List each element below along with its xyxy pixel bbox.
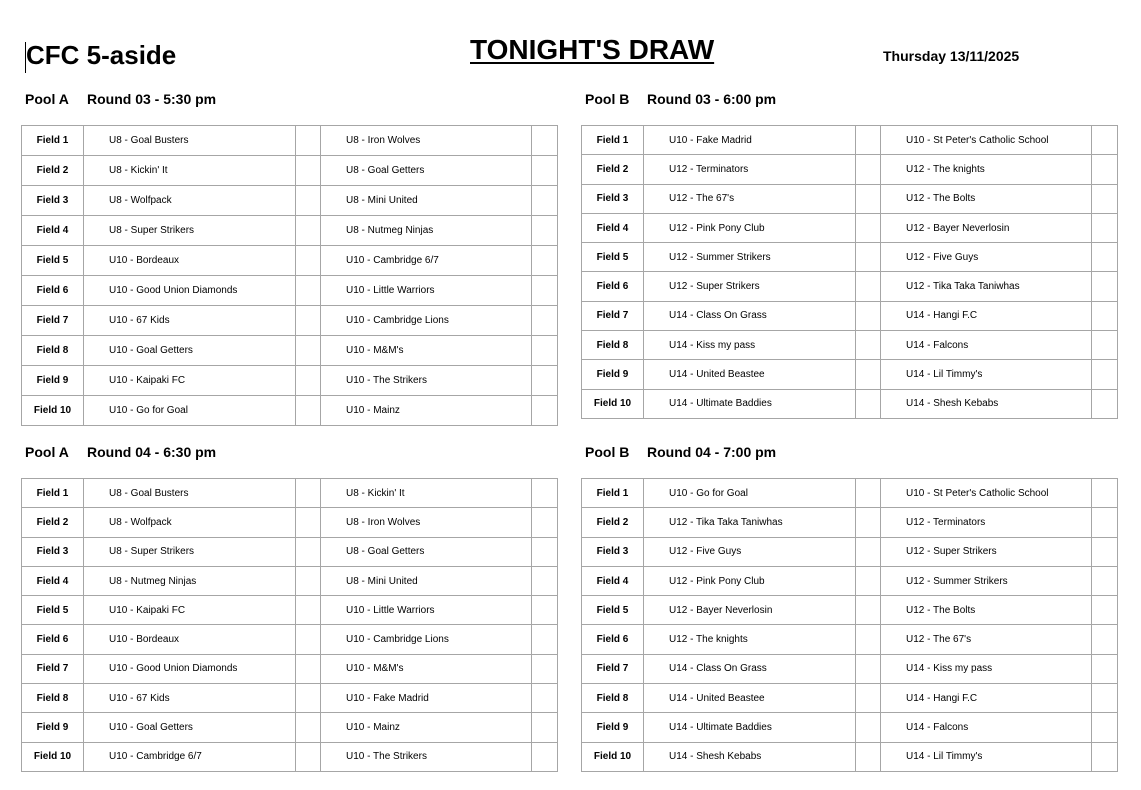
home-team: U10 - Goal Getters bbox=[84, 336, 296, 366]
away-score-cell bbox=[532, 684, 558, 713]
field-label: Field 10 bbox=[582, 389, 644, 418]
away-team: U12 - Summer Strikers bbox=[881, 566, 1092, 595]
home-team: U14 - Class On Grass bbox=[644, 301, 856, 330]
away-team: U10 - Cambridge Lions bbox=[321, 306, 532, 336]
home-score-cell bbox=[296, 684, 321, 713]
home-team: U8 - Goal Busters bbox=[84, 126, 296, 156]
match-row bbox=[582, 243, 1118, 272]
home-score-cell bbox=[856, 389, 881, 418]
home-team: U10 - Goal Getters bbox=[84, 713, 296, 742]
away-team: U10 - M&M's bbox=[321, 336, 532, 366]
home-team: U14 - Ultimate Baddies bbox=[644, 389, 856, 418]
home-team: U10 - Kaipaki FC bbox=[84, 596, 296, 625]
event-date: Thursday 13/11/2025 bbox=[883, 48, 1020, 64]
home-score-cell bbox=[856, 213, 881, 242]
away-score-cell bbox=[1092, 331, 1118, 360]
home-team: U14 - Kiss my pass bbox=[644, 331, 856, 360]
home-team: U12 - Tika Taka Taniwhas bbox=[644, 508, 856, 537]
away-team: U12 - The Bolts bbox=[881, 596, 1092, 625]
draw-table bbox=[21, 125, 558, 426]
away-team: U12 - Five Guys bbox=[881, 243, 1092, 272]
match-row bbox=[582, 155, 1118, 184]
field-label: Field 6 bbox=[582, 625, 644, 654]
away-score-cell bbox=[1092, 126, 1118, 155]
field-label: Field 2 bbox=[582, 508, 644, 537]
away-score-cell bbox=[1092, 742, 1118, 771]
home-score-cell bbox=[856, 155, 881, 184]
home-team: U10 - Bordeaux bbox=[84, 625, 296, 654]
home-team: U10 - Bordeaux bbox=[84, 246, 296, 276]
home-team: U14 - United Beastee bbox=[644, 360, 856, 389]
match-row bbox=[22, 508, 558, 537]
away-team: U14 - Lil Timmy's bbox=[881, 360, 1092, 389]
match-row bbox=[22, 396, 558, 426]
home-team: U12 - Terminators bbox=[644, 155, 856, 184]
away-team: U10 - St Peter's Catholic School bbox=[881, 479, 1092, 508]
away-team: U10 - The Strikers bbox=[321, 742, 532, 771]
match-row bbox=[582, 508, 1118, 537]
home-score-cell bbox=[856, 742, 881, 771]
home-team: U12 - Super Strikers bbox=[644, 272, 856, 301]
field-label: Field 9 bbox=[582, 360, 644, 389]
field-label: Field 1 bbox=[582, 479, 644, 508]
match-row bbox=[582, 654, 1118, 683]
match-row bbox=[22, 336, 558, 366]
home-team: U8 - Wolfpack bbox=[84, 186, 296, 216]
away-team: U10 - Mainz bbox=[321, 713, 532, 742]
home-team: U14 - Class On Grass bbox=[644, 654, 856, 683]
match-row bbox=[582, 331, 1118, 360]
section-heading bbox=[585, 91, 776, 107]
pool-label: Pool B bbox=[585, 91, 630, 107]
away-team: U10 - Mainz bbox=[321, 396, 532, 426]
away-team: U8 - Nutmeg Ninjas bbox=[321, 216, 532, 246]
away-score-cell bbox=[532, 366, 558, 396]
home-score-cell bbox=[296, 396, 321, 426]
home-team: U12 - Five Guys bbox=[644, 537, 856, 566]
away-team: U10 - Cambridge Lions bbox=[321, 625, 532, 654]
away-score-cell bbox=[532, 479, 558, 508]
match-row bbox=[582, 625, 1118, 654]
away-team: U12 - Super Strikers bbox=[881, 537, 1092, 566]
match-row bbox=[22, 684, 558, 713]
home-score-cell bbox=[296, 186, 321, 216]
away-score-cell bbox=[1092, 184, 1118, 213]
away-score-cell bbox=[1092, 684, 1118, 713]
away-score-cell bbox=[532, 396, 558, 426]
home-score-cell bbox=[856, 684, 881, 713]
home-team: U8 - Nutmeg Ninjas bbox=[84, 566, 296, 595]
away-team: U10 - St Peter's Catholic School bbox=[881, 126, 1092, 155]
field-label: Field 2 bbox=[22, 156, 84, 186]
field-label: Field 6 bbox=[22, 625, 84, 654]
home-team: U10 - Good Union Diamonds bbox=[84, 276, 296, 306]
field-label: Field 7 bbox=[582, 654, 644, 683]
field-label: Field 5 bbox=[22, 246, 84, 276]
home-score-cell bbox=[296, 306, 321, 336]
match-row bbox=[22, 596, 558, 625]
home-score-cell bbox=[296, 537, 321, 566]
match-row bbox=[22, 713, 558, 742]
field-label: Field 5 bbox=[582, 596, 644, 625]
draw-table bbox=[581, 125, 1118, 419]
away-score-cell bbox=[532, 625, 558, 654]
away-score-cell bbox=[532, 276, 558, 306]
home-score-cell bbox=[856, 713, 881, 742]
away-team: U14 - Kiss my pass bbox=[881, 654, 1092, 683]
away-team: U14 - Shesh Kebabs bbox=[881, 389, 1092, 418]
match-row bbox=[582, 684, 1118, 713]
home-score-cell bbox=[856, 654, 881, 683]
away-team: U8 - Goal Getters bbox=[321, 156, 532, 186]
field-label: Field 4 bbox=[582, 566, 644, 595]
home-score-cell bbox=[296, 654, 321, 683]
away-score-cell bbox=[532, 537, 558, 566]
match-row bbox=[582, 213, 1118, 242]
away-team: U10 - Fake Madrid bbox=[321, 684, 532, 713]
match-row bbox=[582, 537, 1118, 566]
away-team: U10 - Little Warriors bbox=[321, 276, 532, 306]
away-score-cell bbox=[1092, 654, 1118, 683]
away-score-cell bbox=[1092, 155, 1118, 184]
away-score-cell bbox=[532, 246, 558, 276]
round-label: Round 04 - 6:30 pm bbox=[87, 444, 217, 460]
home-team: U10 - Kaipaki FC bbox=[84, 366, 296, 396]
away-score-cell bbox=[532, 566, 558, 595]
home-score-cell bbox=[296, 156, 321, 186]
home-team: U12 - Pink Pony Club bbox=[644, 566, 856, 595]
home-team: U8 - Super Strikers bbox=[84, 537, 296, 566]
home-score-cell bbox=[856, 625, 881, 654]
away-team: U8 - Mini United bbox=[321, 186, 532, 216]
home-score-cell bbox=[296, 479, 321, 508]
away-team: U8 - Kickin' It bbox=[321, 479, 532, 508]
away-team: U14 - Falcons bbox=[881, 331, 1092, 360]
field-label: Field 6 bbox=[582, 272, 644, 301]
away-team: U14 - Lil Timmy's bbox=[881, 742, 1092, 771]
home-team: U10 - 67 Kids bbox=[84, 306, 296, 336]
match-row bbox=[22, 156, 558, 186]
field-label: Field 7 bbox=[22, 306, 84, 336]
match-row bbox=[582, 596, 1118, 625]
home-score-cell bbox=[296, 126, 321, 156]
match-row bbox=[22, 246, 558, 276]
away-score-cell bbox=[1092, 625, 1118, 654]
away-team: U10 - Little Warriors bbox=[321, 596, 532, 625]
away-score-cell bbox=[1092, 360, 1118, 389]
match-row bbox=[22, 276, 558, 306]
away-team: U10 - Cambridge 6/7 bbox=[321, 246, 532, 276]
match-row bbox=[22, 742, 558, 771]
home-team: U14 - Shesh Kebabs bbox=[644, 742, 856, 771]
home-score-cell bbox=[296, 366, 321, 396]
home-score-cell bbox=[296, 216, 321, 246]
home-score-cell bbox=[856, 184, 881, 213]
away-team: U14 - Falcons bbox=[881, 713, 1092, 742]
pool-label: Pool A bbox=[25, 444, 69, 460]
section-heading bbox=[25, 444, 216, 460]
away-score-cell bbox=[1092, 479, 1118, 508]
away-score-cell bbox=[1092, 537, 1118, 566]
home-team: U12 - Pink Pony Club bbox=[644, 213, 856, 242]
field-label: Field 2 bbox=[22, 508, 84, 537]
match-row bbox=[582, 742, 1118, 771]
field-label: Field 2 bbox=[582, 155, 644, 184]
section-heading bbox=[25, 91, 216, 107]
home-score-cell bbox=[296, 625, 321, 654]
home-score-cell bbox=[856, 479, 881, 508]
draw-table bbox=[21, 478, 558, 772]
field-label: Field 9 bbox=[22, 366, 84, 396]
pool-label: Pool B bbox=[585, 444, 630, 460]
away-score-cell bbox=[1092, 566, 1118, 595]
pool-label: Pool A bbox=[25, 91, 69, 107]
home-team: U8 - Kickin' It bbox=[84, 156, 296, 186]
match-row bbox=[582, 301, 1118, 330]
home-score-cell bbox=[856, 243, 881, 272]
field-label: Field 7 bbox=[22, 654, 84, 683]
away-score-cell bbox=[532, 216, 558, 246]
home-score-cell bbox=[856, 126, 881, 155]
home-score-cell bbox=[296, 566, 321, 595]
away-score-cell bbox=[532, 306, 558, 336]
match-row bbox=[582, 713, 1118, 742]
field-label: Field 4 bbox=[22, 566, 84, 595]
away-score-cell bbox=[1092, 272, 1118, 301]
away-score-cell bbox=[1092, 213, 1118, 242]
home-team: U14 - Ultimate Baddies bbox=[644, 713, 856, 742]
home-score-cell bbox=[856, 301, 881, 330]
home-score-cell bbox=[296, 276, 321, 306]
match-row bbox=[582, 272, 1118, 301]
match-row bbox=[22, 126, 558, 156]
home-score-cell bbox=[856, 272, 881, 301]
away-score-cell bbox=[1092, 596, 1118, 625]
home-team: U10 - Cambridge 6/7 bbox=[84, 742, 296, 771]
home-team: U8 - Super Strikers bbox=[84, 216, 296, 246]
away-team: U12 - The Bolts bbox=[881, 184, 1092, 213]
field-label: Field 9 bbox=[582, 713, 644, 742]
home-score-cell bbox=[856, 331, 881, 360]
field-label: Field 1 bbox=[22, 479, 84, 508]
match-row bbox=[582, 389, 1118, 418]
field-label: Field 8 bbox=[582, 331, 644, 360]
match-row bbox=[22, 216, 558, 246]
away-score-cell bbox=[532, 126, 558, 156]
away-score-cell bbox=[532, 156, 558, 186]
field-label: Field 10 bbox=[22, 396, 84, 426]
round-label: Round 03 - 5:30 pm bbox=[87, 91, 217, 107]
match-row bbox=[22, 366, 558, 396]
field-label: Field 10 bbox=[22, 742, 84, 771]
home-team: U12 - Bayer Neverlosin bbox=[644, 596, 856, 625]
home-score-cell bbox=[856, 508, 881, 537]
home-team: U10 - Good Union Diamonds bbox=[84, 654, 296, 683]
away-team: U12 - Bayer Neverlosin bbox=[881, 213, 1092, 242]
field-label: Field 3 bbox=[22, 186, 84, 216]
away-team: U12 - Tika Taka Taniwhas bbox=[881, 272, 1092, 301]
home-score-cell bbox=[296, 246, 321, 276]
field-label: Field 3 bbox=[582, 184, 644, 213]
match-row bbox=[22, 625, 558, 654]
field-label: Field 9 bbox=[22, 713, 84, 742]
away-team: U8 - Mini United bbox=[321, 566, 532, 595]
section-heading bbox=[585, 444, 776, 460]
away-score-cell bbox=[532, 742, 558, 771]
away-team: U12 - The knights bbox=[881, 155, 1092, 184]
match-row bbox=[22, 654, 558, 683]
field-label: Field 6 bbox=[22, 276, 84, 306]
home-team: U10 - 67 Kids bbox=[84, 684, 296, 713]
away-team: U12 - Terminators bbox=[881, 508, 1092, 537]
match-row bbox=[22, 186, 558, 216]
away-team: U8 - Iron Wolves bbox=[321, 508, 532, 537]
away-score-cell bbox=[532, 713, 558, 742]
field-label: Field 5 bbox=[22, 596, 84, 625]
match-row bbox=[582, 360, 1118, 389]
away-score-cell bbox=[532, 508, 558, 537]
match-row bbox=[22, 479, 558, 508]
draw-table bbox=[581, 478, 1118, 772]
away-score-cell bbox=[1092, 243, 1118, 272]
home-team: U10 - Fake Madrid bbox=[644, 126, 856, 155]
away-team: U8 - Goal Getters bbox=[321, 537, 532, 566]
field-label: Field 8 bbox=[582, 684, 644, 713]
away-score-cell bbox=[1092, 389, 1118, 418]
home-team: U12 - The knights bbox=[644, 625, 856, 654]
field-label: Field 1 bbox=[582, 126, 644, 155]
home-team: U12 - Summer Strikers bbox=[644, 243, 856, 272]
field-label: Field 10 bbox=[582, 742, 644, 771]
away-score-cell bbox=[1092, 508, 1118, 537]
away-team: U10 - The Strikers bbox=[321, 366, 532, 396]
match-row bbox=[582, 479, 1118, 508]
home-team: U8 - Wolfpack bbox=[84, 508, 296, 537]
brand-title: CFC 5-aside bbox=[26, 40, 177, 70]
field-label: Field 1 bbox=[22, 126, 84, 156]
home-team: U10 - Go for Goal bbox=[84, 396, 296, 426]
home-team: U8 - Goal Busters bbox=[84, 479, 296, 508]
home-score-cell bbox=[296, 742, 321, 771]
field-label: Field 3 bbox=[22, 537, 84, 566]
match-row bbox=[582, 126, 1118, 155]
home-score-cell bbox=[856, 566, 881, 595]
away-score-cell bbox=[1092, 301, 1118, 330]
field-label: Field 7 bbox=[582, 301, 644, 330]
home-score-cell bbox=[856, 596, 881, 625]
away-team: U14 - Hangi F.C bbox=[881, 684, 1092, 713]
away-score-cell bbox=[532, 336, 558, 366]
home-team: U10 - Go for Goal bbox=[644, 479, 856, 508]
field-label: Field 4 bbox=[22, 216, 84, 246]
home-score-cell bbox=[296, 713, 321, 742]
match-row bbox=[22, 566, 558, 595]
field-label: Field 5 bbox=[582, 243, 644, 272]
home-score-cell bbox=[296, 508, 321, 537]
match-row bbox=[582, 566, 1118, 595]
field-label: Field 4 bbox=[582, 213, 644, 242]
home-score-cell bbox=[296, 336, 321, 366]
field-label: Field 8 bbox=[22, 684, 84, 713]
round-label: Round 04 - 7:00 pm bbox=[647, 444, 777, 460]
page-title: TONIGHT'S DRAW bbox=[470, 34, 715, 65]
away-team: U14 - Hangi F.C bbox=[881, 301, 1092, 330]
home-team: U14 - United Beastee bbox=[644, 684, 856, 713]
home-score-cell bbox=[856, 537, 881, 566]
away-score-cell bbox=[532, 186, 558, 216]
home-score-cell bbox=[856, 360, 881, 389]
home-score-cell bbox=[296, 596, 321, 625]
away-team: U12 - The 67's bbox=[881, 625, 1092, 654]
match-row bbox=[582, 184, 1118, 213]
away-team: U10 - M&M's bbox=[321, 654, 532, 683]
match-row bbox=[22, 306, 558, 336]
away-score-cell bbox=[1092, 713, 1118, 742]
away-team: U8 - Iron Wolves bbox=[321, 126, 532, 156]
round-label: Round 03 - 6:00 pm bbox=[647, 91, 777, 107]
away-score-cell bbox=[532, 596, 558, 625]
field-label: Field 8 bbox=[22, 336, 84, 366]
away-score-cell bbox=[532, 654, 558, 683]
home-team: U12 - The 67's bbox=[644, 184, 856, 213]
match-row bbox=[22, 537, 558, 566]
field-label: Field 3 bbox=[582, 537, 644, 566]
